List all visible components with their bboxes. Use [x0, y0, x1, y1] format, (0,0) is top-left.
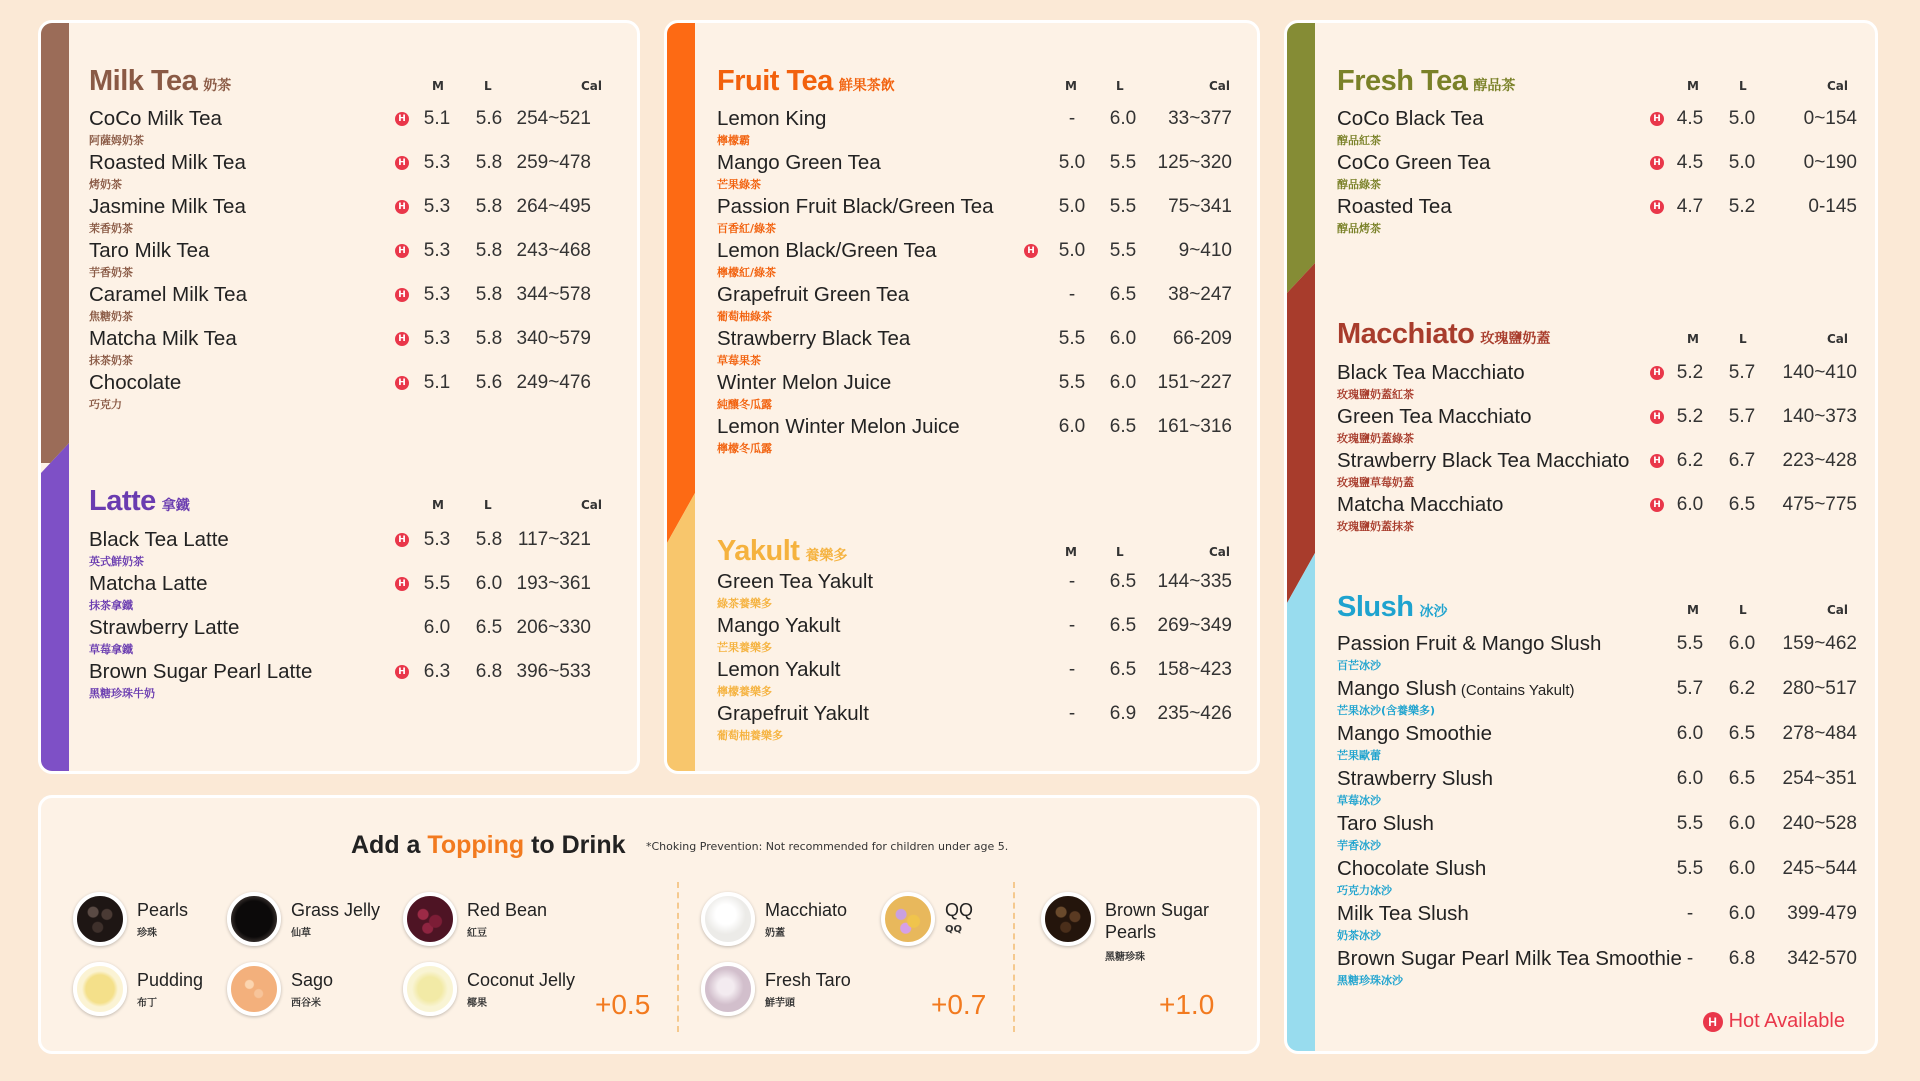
- menu-item-price-l: 5.6: [475, 108, 503, 129]
- menu-item-price-m: -: [1068, 659, 1076, 680]
- hot-icon: H: [1024, 244, 1038, 258]
- menu-item-name: Strawberry Latte: [89, 616, 240, 639]
- menu-item-chinese-name: 醇品綠茶: [1337, 178, 1381, 191]
- menu-item-row: [1287, 857, 1875, 901]
- hot-icon: H: [395, 533, 409, 547]
- menu-item-price-l: 5.5: [1109, 240, 1137, 261]
- menu-item-calories: 223~428: [1782, 450, 1857, 471]
- menu-item-name: Roasted Tea: [1337, 195, 1452, 218]
- menu-item-name: Grapefruit Green Tea: [717, 283, 910, 306]
- macchiato-header-l: L: [1739, 332, 1747, 346]
- menu-item-price-l: 5.5: [1109, 196, 1137, 217]
- menu-item-price-l: 5.0: [1728, 108, 1756, 129]
- menu-item-name: Black Tea Macchiato: [1337, 361, 1525, 384]
- menu-item-chinese-name: 茉香奶茶: [89, 222, 133, 235]
- menu-item-chinese-name: 檸檬養樂多: [717, 685, 772, 698]
- menu-item-calories: 161~316: [1157, 416, 1232, 437]
- menu-item-calories: 245~544: [1782, 858, 1857, 879]
- menu-item-name: Caramel Milk Tea: [89, 283, 247, 306]
- menu-item-row: [41, 327, 637, 371]
- hot-icon: H: [395, 376, 409, 390]
- menu-item-row: [667, 614, 1257, 658]
- menu-item-price-m: -: [1686, 903, 1694, 924]
- brown-sugar-pearls-icon: [1041, 892, 1095, 946]
- macchiato-header-m: M: [1687, 332, 1699, 346]
- menu-item-chinese-name: 烤奶茶: [89, 178, 122, 191]
- menu-item-chinese-name: 抹茶奶茶: [89, 354, 133, 367]
- menu-item-price-l: 6.5: [1109, 659, 1137, 680]
- menu-item-chinese-name: 百芒冰沙: [1337, 659, 1381, 672]
- menu-item-price-m: 5.2: [1676, 406, 1704, 427]
- menu-item-calories: 66-209: [1172, 328, 1232, 349]
- fresh-tea-header-m: M: [1687, 79, 1699, 93]
- menu-item-chinese-name: 綠茶養樂多: [717, 597, 772, 610]
- menu-item-chinese-name: 芒果養樂多: [717, 641, 772, 654]
- milk-tea-header-cal: Cal: [581, 79, 603, 93]
- menu-item-row: [41, 195, 637, 239]
- latte-header-l: L: [484, 498, 492, 512]
- choking-warning: *Choking Prevention: Not recommended for children under age 5.: [646, 840, 1009, 853]
- menu-item-row: [667, 570, 1257, 614]
- coconut-jelly-icon: [403, 962, 457, 1016]
- menu-item-price-l: 6.5: [1109, 571, 1137, 592]
- menu-item-price-l: 5.6: [475, 372, 503, 393]
- topping-divider-1: [677, 882, 679, 1032]
- menu-item-name: Lemon Winter Melon Juice: [717, 415, 960, 438]
- fresh-tea-header-cal: Cal: [1827, 79, 1849, 93]
- menu-item-price-m: 6.0: [423, 617, 451, 638]
- menu-item-name: CoCo Milk Tea: [89, 107, 222, 130]
- menu-item-row: [41, 528, 637, 572]
- latte-header-m: M: [432, 498, 444, 512]
- menu-item-chinese-name: 草莓冰沙: [1337, 794, 1381, 807]
- red-bean-icon: [403, 892, 457, 946]
- menu-item-chinese-name: 抹茶拿鐵: [89, 599, 133, 612]
- menu-item-price-m: 5.0: [1058, 240, 1086, 261]
- menu-item-price-m: 5.5: [1676, 813, 1704, 834]
- menu-item-row: [667, 195, 1257, 239]
- macchiato-header-cal: Cal: [1827, 332, 1849, 346]
- hot-icon: H: [1650, 366, 1664, 380]
- hot-icon: H: [395, 200, 409, 214]
- grass-jelly-icon: [227, 892, 281, 946]
- menu-item-chinese-name: 芋香奶茶: [89, 266, 133, 279]
- menu-item-name: Passion Fruit & Mango Slush: [1337, 632, 1602, 655]
- menu-item-chinese-name: 黑糖珍珠牛奶: [89, 687, 155, 700]
- menu-item-calories: 206~330: [516, 617, 591, 638]
- menu-item-chinese-name: 檸檬冬瓜露: [717, 442, 772, 455]
- menu-item-name: Strawberry Black Tea: [717, 327, 911, 350]
- latte-header-cal: Cal: [581, 498, 603, 512]
- menu-item-row: [1287, 722, 1875, 766]
- menu-item-name: Strawberry Black Tea Macchiato: [1337, 449, 1630, 472]
- menu-item-price-l: 6.0: [475, 573, 503, 594]
- hot-icon: H: [395, 577, 409, 591]
- menu-item-chinese-name: 玫瑰鹽草莓奶蓋: [1337, 476, 1414, 489]
- menu-item-price-l: 5.8: [475, 240, 503, 261]
- milk-tea-header-l: L: [484, 79, 492, 93]
- menu-item-row: [41, 239, 637, 283]
- menu-item-chinese-name: 黑糖珍珠冰沙: [1337, 974, 1403, 987]
- menu-item-chinese-name: 巧克力: [89, 398, 122, 411]
- fruit-tea-header-m: M: [1065, 79, 1077, 93]
- macchiato-title: Macchiato 玫瑰鹽奶蓋: [1337, 318, 1551, 350]
- menu-item-row: [667, 327, 1257, 371]
- menu-item-calories: 240~528: [1782, 813, 1857, 834]
- hot-icon: H: [395, 156, 409, 170]
- menu-item-price-m: 5.5: [1676, 858, 1704, 879]
- menu-item-price-m: 6.0: [1676, 723, 1704, 744]
- menu-item-price-m: -: [1068, 108, 1076, 129]
- hot-icon: H: [1650, 454, 1664, 468]
- menu-item-price-m: 5.7: [1676, 678, 1704, 699]
- menu-item-price-m: 5.5: [1676, 633, 1704, 654]
- fresh-tea-header-l: L: [1739, 79, 1747, 93]
- menu-item-calories: 278~484: [1782, 723, 1857, 744]
- hot-icon: H: [1650, 200, 1664, 214]
- menu-item-row: [1287, 947, 1875, 991]
- menu-item-price-m: 5.3: [423, 328, 451, 349]
- menu-item-calories: 264~495: [516, 196, 591, 217]
- menu-item-calories: 399-479: [1787, 903, 1857, 924]
- menu-item-row: [667, 371, 1257, 415]
- menu-item-name: Lemon King: [717, 107, 827, 130]
- menu-item-row: [41, 283, 637, 327]
- hot-icon: H: [395, 332, 409, 346]
- menu-item-calories: 396~533: [516, 661, 591, 682]
- menu-item-row: [1287, 405, 1875, 449]
- menu-item-price-l: 5.8: [475, 196, 503, 217]
- menu-item-name: Matcha Macchiato: [1337, 493, 1504, 516]
- menu-item-chinese-name: 檸檬霸: [717, 134, 750, 147]
- menu-item-chinese-name: 葡萄柚養樂多: [717, 729, 783, 742]
- slush-header-m: M: [1687, 603, 1699, 617]
- menu-item-row: [1287, 767, 1875, 811]
- menu-item-calories: 254~521: [516, 108, 591, 129]
- menu-item-row: [1287, 107, 1875, 151]
- menu-item-price-m: 5.3: [423, 284, 451, 305]
- topping-divider-2: [1013, 882, 1015, 1032]
- menu-item-price-m: 5.5: [1058, 328, 1086, 349]
- menu-item-row: [667, 702, 1257, 746]
- topping-price-group3: +1.0: [1159, 989, 1215, 1020]
- topping-price-group2: +0.7: [931, 989, 987, 1020]
- menu-item-price-m: 4.5: [1676, 152, 1704, 173]
- menu-item-price-l: 6.0: [1109, 328, 1137, 349]
- menu-item-price-l: 6.5: [1728, 494, 1756, 515]
- menu-item-chinese-name: 醇品紅茶: [1337, 134, 1381, 147]
- menu-item-name: Winter Melon Juice: [717, 371, 892, 394]
- menu-item-calories: 75~341: [1168, 196, 1232, 217]
- hot-icon: H: [395, 244, 409, 258]
- menu-item-row: [41, 107, 637, 151]
- menu-item-calories: 0-145: [1808, 196, 1857, 217]
- menu-item-name: Mango Green Tea: [717, 151, 881, 174]
- menu-item-name: CoCo Green Tea: [1337, 151, 1491, 174]
- menu-item-calories: 249~476: [516, 372, 591, 393]
- menu-item-name: Milk Tea Slush: [1337, 902, 1469, 925]
- menu-item-price-m: 5.3: [423, 196, 451, 217]
- hot-icon: H: [395, 112, 409, 126]
- menu-item-name: Taro Milk Tea: [89, 239, 210, 262]
- menu-item-price-m: -: [1068, 571, 1076, 592]
- topping-price-group1: +0.5: [595, 989, 651, 1020]
- menu-item-row: [1287, 195, 1875, 239]
- yakult-header-m: M: [1065, 545, 1077, 559]
- hot-available-legend: [1703, 1010, 1845, 1033]
- menu-item-row: [1287, 493, 1875, 537]
- milk-tea-latte-panel: [38, 20, 640, 774]
- menu-item-row: [667, 151, 1257, 195]
- menu-item-price-l: 6.0: [1728, 633, 1756, 654]
- hot-icon: H: [1650, 410, 1664, 424]
- menu-item-name: Jasmine Milk Tea: [89, 195, 246, 218]
- slush-title: Slush 冰沙: [1337, 591, 1448, 623]
- menu-item-price-l: 6.0: [1109, 372, 1137, 393]
- menu-item-calories: 140~373: [1782, 406, 1857, 427]
- menu-item-calories: 144~335: [1157, 571, 1232, 592]
- menu-item-price-m: 5.3: [423, 152, 451, 173]
- menu-item-price-m: 5.5: [1058, 372, 1086, 393]
- menu-item-name: Mango Smoothie: [1337, 722, 1492, 745]
- fruit-tea-title: Fruit Tea 鮮果茶飲: [717, 65, 895, 97]
- menu-item-price-m: 5.0: [1058, 152, 1086, 173]
- menu-item-row: [1287, 632, 1875, 676]
- menu-item-name: Mango Slush (Contains Yakult): [1337, 677, 1575, 700]
- menu-item-name: CoCo Black Tea: [1337, 107, 1484, 130]
- menu-item-name: Grapefruit Yakult: [717, 702, 869, 725]
- menu-item-chinese-name: 芋香冰沙: [1337, 839, 1381, 852]
- slush-header-cal: Cal: [1827, 603, 1849, 617]
- menu-item-price-m: 4.5: [1676, 108, 1704, 129]
- menu-item-row: [667, 415, 1257, 459]
- menu-item-price-m: -: [1686, 948, 1694, 969]
- menu-item-price-l: 5.8: [475, 328, 503, 349]
- menu-item-calories: 140~410: [1782, 362, 1857, 383]
- menu-item-row: [41, 572, 637, 616]
- menu-item-price-m: 6.2: [1676, 450, 1704, 471]
- menu-item-name: Lemon Black/Green Tea: [717, 239, 937, 262]
- menu-item-price-m: 5.3: [423, 529, 451, 550]
- menu-item-row: [1287, 361, 1875, 405]
- menu-item-chinese-name: 阿薩姆奶茶: [89, 134, 144, 147]
- fruit-tea-header-l: L: [1116, 79, 1124, 93]
- macchiato-icon: [701, 892, 755, 946]
- menu-item-calories: 269~349: [1157, 615, 1232, 636]
- menu-item-chinese-name: 醇品烤茶: [1337, 222, 1381, 235]
- menu-item-price-l: 6.5: [1109, 284, 1137, 305]
- menu-item-price-l: 6.8: [1728, 948, 1756, 969]
- menu-item-price-l: 6.8: [475, 661, 503, 682]
- menu-item-chinese-name: 葡萄柚綠茶: [717, 310, 772, 323]
- milk-tea-header-m: M: [432, 79, 444, 93]
- qq-icon: [881, 892, 935, 946]
- menu-item-calories: 33~377: [1168, 108, 1232, 129]
- milk-tea-title: Milk Tea 奶茶: [89, 65, 232, 97]
- menu-item-price-m: 5.1: [423, 108, 451, 129]
- menu-item-chinese-name: 奶茶冰沙: [1337, 929, 1381, 942]
- menu-item-calories: 259~478: [516, 152, 591, 173]
- menu-item-row: [667, 239, 1257, 283]
- slush-header-l: L: [1739, 603, 1747, 617]
- menu-item-calories: 117~321: [517, 529, 591, 550]
- hot-icon: H: [1703, 1012, 1723, 1032]
- menu-item-row: [41, 151, 637, 195]
- menu-item-name: Brown Sugar Pearl Milk Tea Smoothie: [1337, 947, 1682, 970]
- menu-item-row: [41, 371, 637, 415]
- menu-item-price-m: 5.1: [423, 372, 451, 393]
- menu-item-chinese-name: 玫瑰鹽奶蓋紅茶: [1337, 388, 1414, 401]
- menu-item-calories: 280~517: [1782, 678, 1857, 699]
- menu-item-row: [1287, 677, 1875, 721]
- menu-item-price-l: 6.5: [1728, 768, 1756, 789]
- menu-item-calories: 151~227: [1157, 372, 1232, 393]
- menu-item-calories: 38~247: [1168, 284, 1232, 305]
- menu-item-price-m: 5.2: [1676, 362, 1704, 383]
- menu-item-price-l: 6.5: [1728, 723, 1756, 744]
- menu-item-price-m: 6.0: [1676, 768, 1704, 789]
- menu-item-row: [1287, 812, 1875, 856]
- hot-available-label: Hot Available: [1728, 1010, 1845, 1032]
- menu-item-price-l: 5.7: [1728, 406, 1756, 427]
- menu-item-price-m: 5.3: [423, 240, 451, 261]
- menu-item-chinese-name: 玫瑰鹽奶蓋綠茶: [1337, 432, 1414, 445]
- pudding-icon: [73, 962, 127, 1016]
- menu-item-calories: 159~462: [1782, 633, 1857, 654]
- menu-item-price-m: 6.0: [1676, 494, 1704, 515]
- menu-item-chinese-name: 英式鮮奶茶: [89, 555, 144, 568]
- menu-item-calories: 9~410: [1178, 240, 1232, 261]
- menu-item-chinese-name: 芒果綠茶: [717, 178, 761, 191]
- yakult-title: Yakult 養樂多: [717, 535, 848, 567]
- menu-item-chinese-name: 草莓果茶: [717, 354, 761, 367]
- menu-item-name: Green Tea Macchiato: [1337, 405, 1532, 428]
- menu-item-price-m: -: [1068, 615, 1076, 636]
- menu-item-price-l: 6.0: [1109, 108, 1137, 129]
- menu-item-calories: 344~578: [516, 284, 591, 305]
- menu-item-price-m: 4.7: [1676, 196, 1704, 217]
- menu-item-name: Chocolate: [89, 371, 182, 394]
- menu-item-name: Matcha Latte: [89, 572, 208, 595]
- menu-item-price-m: 5.5: [423, 573, 451, 594]
- menu-item-chinese-name: 焦糖奶茶: [89, 310, 133, 323]
- menu-item-name: Strawberry Slush: [1337, 767, 1494, 790]
- latte-title: Latte 拿鐵: [89, 485, 190, 517]
- menu-item-price-m: -: [1068, 284, 1076, 305]
- menu-item-calories: 0~154: [1803, 108, 1857, 129]
- menu-item-price-m: 5.0: [1058, 196, 1086, 217]
- menu-item-price-l: 6.0: [1728, 858, 1756, 879]
- menu-item-price-l: 6.7: [1728, 450, 1756, 471]
- yakult-header-cal: Cal: [1209, 545, 1231, 559]
- menu-item-chinese-name: 芒果歐蕾: [1337, 749, 1381, 762]
- menu-item-name: Mango Yakult: [717, 614, 841, 637]
- menu-item-price-l: 6.5: [1109, 416, 1137, 437]
- menu-item-calories: 0~190: [1803, 152, 1857, 173]
- menu-item-calories: 158~423: [1157, 659, 1232, 680]
- menu-item-name: Passion Fruit Black/Green Tea: [717, 195, 994, 218]
- toppings-title: Add a Topping to Drink: [351, 831, 626, 859]
- pearls-icon: [73, 892, 127, 946]
- sago-icon: [227, 962, 281, 1016]
- menu-item-name: Chocolate Slush: [1337, 857, 1487, 880]
- menu-item-chinese-name: 檸檬紅/綠茶: [717, 266, 777, 279]
- menu-item-chinese-name: 百香紅/綠茶: [717, 222, 777, 235]
- menu-item-name: Lemon Yakult: [717, 658, 841, 681]
- menu-item-name: Matcha Milk Tea: [89, 327, 237, 350]
- menu-item-calories: 254~351: [1782, 768, 1857, 789]
- menu-item-calories: 235~426: [1157, 703, 1232, 724]
- menu-item-name: Green Tea Yakult: [717, 570, 874, 593]
- menu-item-name: Taro Slush: [1337, 812, 1434, 835]
- menu-item-price-l: 5.8: [475, 284, 503, 305]
- hot-icon: H: [395, 288, 409, 302]
- fruit-tea-yakult-panel: [664, 20, 1260, 774]
- menu-item-price-m: -: [1068, 703, 1076, 724]
- fruit-tea-header-cal: Cal: [1209, 79, 1231, 93]
- menu-item-row: [667, 658, 1257, 702]
- menu-item-price-l: 5.8: [475, 152, 503, 173]
- menu-item-price-l: 5.7: [1728, 362, 1756, 383]
- menu-item-price-l: 5.8: [475, 529, 503, 550]
- menu-item-price-l: 6.0: [1728, 813, 1756, 834]
- menu-item-name: Brown Sugar Pearl Latte: [89, 660, 313, 683]
- fresh-taro-icon: [701, 962, 755, 1016]
- menu-item-row: [41, 616, 637, 660]
- menu-item-row: [667, 107, 1257, 151]
- menu-item-chinese-name: 巧克力冰沙: [1337, 884, 1392, 897]
- menu-item-calories: 193~361: [516, 573, 591, 594]
- menu-item-calories: 340~579: [516, 328, 591, 349]
- menu-item-price-l: 6.9: [1109, 703, 1137, 724]
- menu-item-price-l: 5.5: [1109, 152, 1137, 173]
- hot-icon: H: [1650, 156, 1664, 170]
- menu-item-row: [41, 660, 637, 704]
- menu-item-calories: 243~468: [516, 240, 591, 261]
- hot-icon: H: [1650, 498, 1664, 512]
- menu-item-row: [1287, 449, 1875, 493]
- menu-item-price-l: 6.0: [1728, 903, 1756, 924]
- menu-item-chinese-name: 草莓拿鐵: [89, 643, 133, 656]
- menu-item-price-l: 6.2: [1728, 678, 1756, 699]
- menu-item-row: [1287, 151, 1875, 195]
- menu-item-chinese-name: 純釀冬瓜露: [717, 398, 772, 411]
- menu-item-chinese-name: 玫瑰鹽奶蓋抹茶: [1337, 520, 1414, 533]
- hot-icon: H: [395, 665, 409, 679]
- hot-icon: H: [1650, 112, 1664, 126]
- menu-item-name: Black Tea Latte: [89, 528, 229, 551]
- menu-item-row: [1287, 902, 1875, 946]
- yakult-header-l: L: [1116, 545, 1124, 559]
- fresh-macchiato-slush-panel: [1284, 20, 1878, 1054]
- menu-item-name: Roasted Milk Tea: [89, 151, 246, 174]
- menu-item-chinese-name: 芒果冰沙(含養樂多): [1337, 704, 1436, 717]
- toppings-panel: Add a Topping to Drink *Choking Prevention: Not recommended for children under age 5. Pearls 珍珠 Grass Jelly 仙草 Red Bean 紅豆 Pudding 布丁 Sago 西谷米 Coconut Jelly 椰果 +0.5 Macchiato 奶蓋 QQ QQ Fresh Taro 鮮芋頭 +0.7 Brown Sugar Pearls 黑糖珍珠 +1.0: [38, 795, 1260, 1054]
- menu-item-calories: 125~320: [1157, 152, 1232, 173]
- menu-item-price-l: 6.5: [475, 617, 503, 638]
- menu-item-price-l: 5.0: [1728, 152, 1756, 173]
- fresh-tea-title: Fresh Tea 醇品茶: [1337, 65, 1516, 97]
- menu-item-price-l: 6.5: [1109, 615, 1137, 636]
- menu-item-calories: 342-570: [1787, 948, 1857, 969]
- menu-item-price-l: 5.2: [1728, 196, 1756, 217]
- menu-item-calories: 475~775: [1782, 494, 1857, 515]
- menu-item-row: [667, 283, 1257, 327]
- menu-item-price-m: 6.0: [1058, 416, 1086, 437]
- menu-item-price-m: 6.3: [423, 661, 451, 682]
